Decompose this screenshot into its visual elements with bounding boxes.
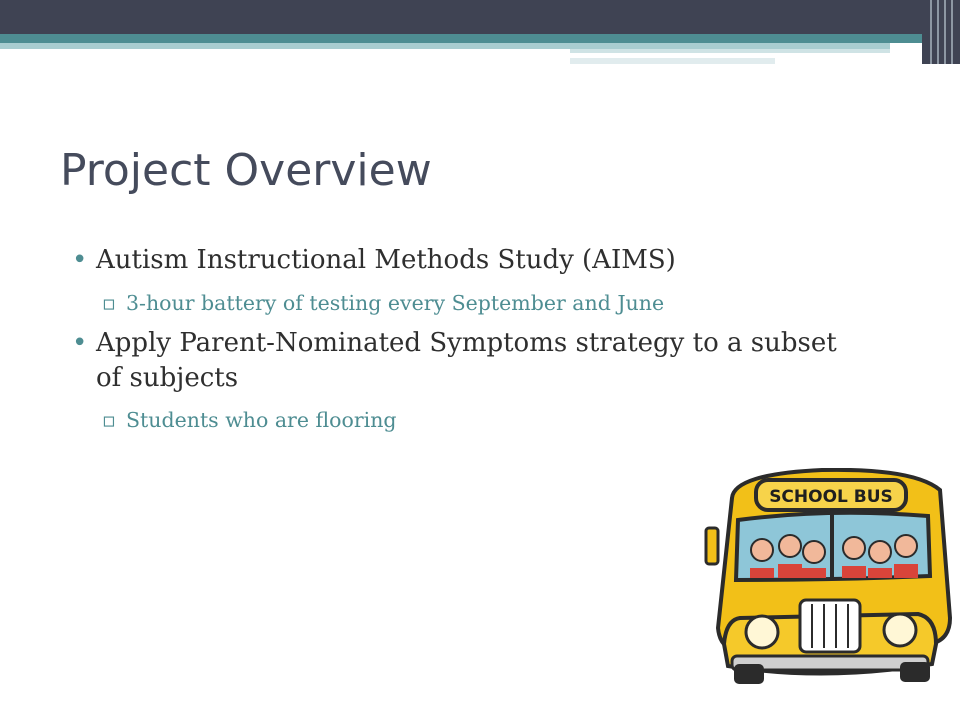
header-light-stripe-shorter — [570, 58, 775, 64]
bullet-item — [72, 243, 842, 278]
header-vertical-line — [951, 0, 953, 64]
header-vertical-line — [944, 0, 946, 64]
bullet-list — [72, 243, 842, 444]
header-vertical-line — [937, 0, 939, 64]
sub-bullet-marker: ▫ — [102, 290, 116, 315]
header-corner-block — [922, 0, 960, 64]
bullet-marker: • — [72, 245, 88, 275]
sub-bullet-text: 3-hour battery of testing every September and June — [126, 290, 665, 315]
sub-bullet-item — [72, 288, 842, 319]
bullet-text: Apply Parent-Nominated Symptoms strategy to a subset of subjects — [96, 328, 837, 393]
header-band — [0, 0, 960, 34]
sub-bullet-text: Students who are flooring — [126, 408, 397, 433]
sub-bullet-marker: ▫ — [102, 408, 116, 433]
slide-title: Project Overview — [60, 145, 432, 196]
sub-bullet-item — [72, 405, 842, 436]
bullet-marker: • — [72, 328, 88, 359]
header-accent-stripe — [0, 34, 960, 43]
school-bus-icon — [704, 468, 954, 686]
bullet-item — [72, 326, 842, 395]
bullet-text: Autism Instructional Methods Study (AIMS) — [96, 245, 676, 275]
header-light-stripe-short — [570, 49, 890, 53]
header-vertical-line — [930, 0, 932, 64]
bus-sign-text: SCHOOL BUS — [769, 487, 893, 507]
